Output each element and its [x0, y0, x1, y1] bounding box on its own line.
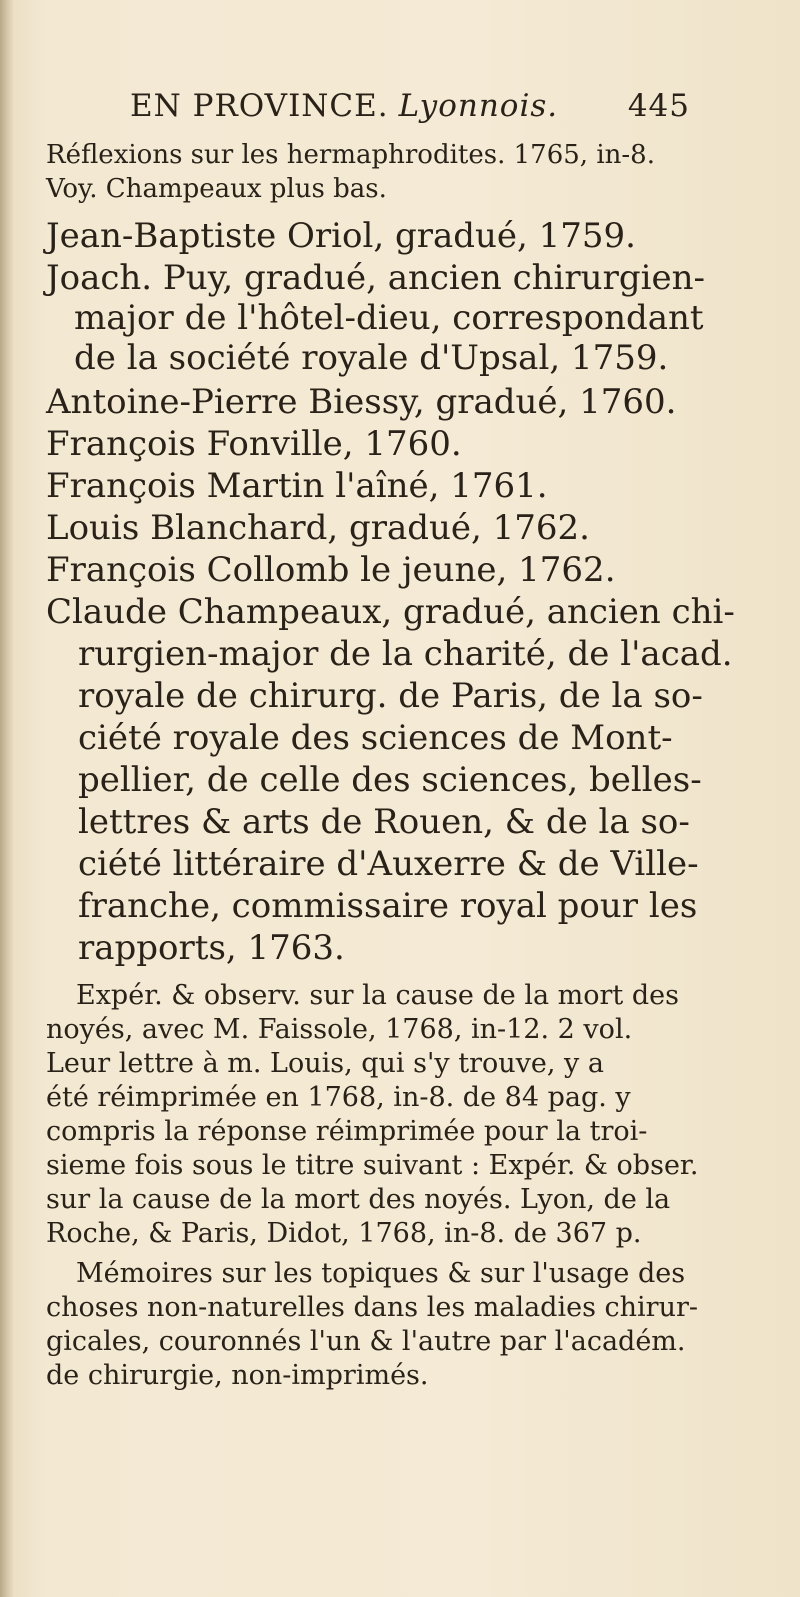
page-spine-shadow [0, 0, 14, 1597]
text-line: François Collomb le jeune, 1762. [46, 550, 616, 590]
text-line: Joach. Puy, gradué, ancien chirurgien- [46, 258, 705, 298]
text-line: François Fonville, 1760. [46, 424, 462, 464]
text-line: compris la réponse réimprimée pour la troi- [46, 1116, 648, 1147]
text-line: pellier, de celle des sciences, belles- [78, 760, 702, 800]
text-line: gicales, couronnés l'un & l'autre par l'académ. [46, 1326, 686, 1357]
text-line: franche, commissaire royal pour les [78, 886, 698, 926]
text-line: de la société royale d'Upsal, 1759. [74, 338, 669, 378]
text-line: rurgien-major de la charité, de l'acad. [78, 634, 733, 674]
text-line: sieme fois sous le titre suivant : Expér. & obser. [46, 1150, 699, 1181]
text-line: de chirurgie, non-imprimés. [46, 1360, 429, 1391]
text-line: ciété royale des sciences de Mont- [78, 718, 673, 758]
text-line: Antoine-Pierre Biessy, gradué, 1760. [46, 382, 677, 422]
text-line: lettres & arts de Rouen, & de la so- [78, 802, 690, 842]
text-line: Voy. Champeaux plus bas. [46, 174, 387, 204]
text-line: Expér. & observ. sur la cause de la mort des [76, 980, 679, 1011]
text-line: rapports, 1763. [78, 928, 345, 968]
text-line: choses non-naturelles dans les maladies chirur- [46, 1292, 698, 1323]
running-header [130, 88, 690, 132]
text-line: royale de chirurg. de Paris, de la so- [78, 676, 703, 716]
text-line: Réflexions sur les hermaphrodites. 1765, in-8. [46, 140, 655, 170]
text-line: noyés, avec M. Faissole, 1768, in-12. 2 vol. [46, 1014, 633, 1045]
text-line: François Martin l'aîné, 1761. [46, 466, 548, 506]
text-line: Roche, & Paris, Didot, 1768, in-8. de 367 p. [46, 1218, 642, 1249]
text-line: Leur lettre à m. Louis, qui s'y trouve, y a [46, 1048, 604, 1079]
text-line: Louis Blanchard, gradué, 1762. [46, 508, 590, 548]
text-line: Claude Champeaux, gradué, ancien chi- [46, 592, 735, 632]
text-line: ciété littéraire d'Auxerre & de Ville- [78, 844, 699, 884]
page-number: 445 [627, 88, 690, 124]
text-line: Jean-Baptiste Oriol, gradué, 1759. [46, 216, 636, 256]
text-line: Mémoires sur les topiques & sur l'usage des [76, 1258, 686, 1289]
running-title-place: Lyonnois. [398, 88, 559, 124]
text-line: sur la cause de la mort des noyés. Lyon, de la [46, 1184, 671, 1215]
running-title: EN PROVINCE. Lyonnois. [130, 88, 559, 124]
text-line: été réimprimée en 1768, in-8. de 84 pag. y [46, 1082, 631, 1113]
text-line: major de l'hôtel-dieu, correspondant [74, 298, 704, 338]
